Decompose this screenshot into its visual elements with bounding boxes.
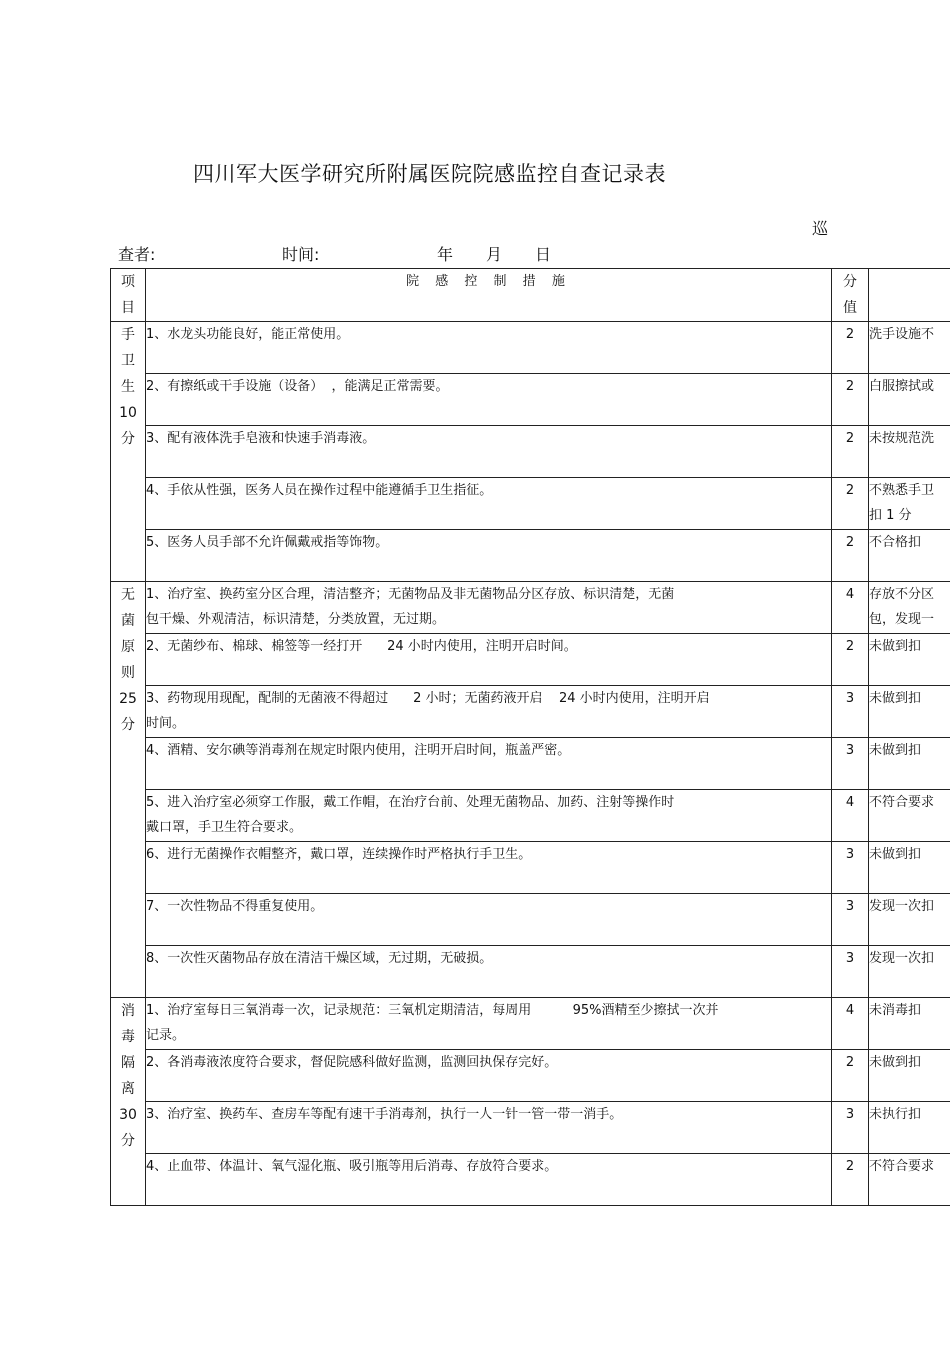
- measure-cell: [146, 998, 832, 1050]
- measure-text: 3、治疗室、换药车、查房车等配有速干手消毒剂，执行一人一针一管一带一消手。: [146, 1107, 623, 1122]
- checker-label: 查者:: [118, 245, 156, 264]
- measure-text: 2、各消毒液浓度符合要求，督促院感科做好监测，监测回执保存完好。: [146, 1055, 558, 1070]
- section-label-char: 10: [119, 405, 137, 421]
- measure-text: 2、无菌纱布、棉球、棉签等一经打开 24 小时内使用，注明开启时间。: [146, 639, 577, 654]
- deduction-cell: [869, 582, 950, 634]
- section-label-char: 毒: [121, 1029, 135, 1045]
- header-item-char: 项: [121, 274, 135, 290]
- deduction-cell: [869, 374, 950, 426]
- deduction-text: 不符合要求: [869, 795, 935, 810]
- table-row: [111, 946, 950, 998]
- section-label-char: 分: [121, 1133, 135, 1149]
- section-label-cell: [111, 998, 146, 1206]
- measure-text-continued: 记录。: [146, 1028, 186, 1043]
- section-label-char: 消: [121, 1003, 135, 1019]
- table-row: [111, 426, 950, 478]
- score-cell: 2: [832, 374, 869, 426]
- deduction-text: 不熟悉手卫: [869, 483, 935, 498]
- deduction-cell: [869, 738, 950, 790]
- deduction-text: 未做到扣: [869, 743, 922, 758]
- table-row: [111, 582, 950, 634]
- deduction-text: 未做到扣: [869, 639, 922, 654]
- measure-text: 4、酒精、安尔碘等消毒剂在规定时限内使用，注明开启时间，瓶盖严密。: [146, 743, 571, 758]
- deduction-cell: [869, 1154, 950, 1206]
- score-cell: 2: [832, 1050, 869, 1102]
- section-label-char: 离: [121, 1081, 135, 1097]
- deduction-cell: [869, 686, 950, 738]
- score-cell: 2: [832, 478, 869, 530]
- deduction-text-continued: 扣 1 分: [869, 508, 912, 523]
- deduction-text-continued: 包，发现一: [869, 612, 935, 627]
- measure-text: 7、一次性物品不得重复使用。: [146, 899, 324, 914]
- xun-label: 巡: [812, 219, 829, 238]
- measure-cell: [146, 582, 832, 634]
- table-row: [111, 1154, 950, 1206]
- section-label-char: 25: [119, 691, 137, 707]
- deduction-cell: [869, 790, 950, 842]
- deduction-text: 未按规范洗: [869, 431, 935, 446]
- inspection-table: [110, 268, 950, 1206]
- deduction-text: 未消毒扣: [869, 1003, 922, 1018]
- deduction-text: 白服擦拭或: [869, 379, 935, 394]
- score-cell: 4: [832, 998, 869, 1050]
- deduction-text: 发现一次扣: [869, 951, 935, 966]
- measure-text-continued: 时间。: [146, 716, 186, 731]
- measure-cell: [146, 842, 832, 894]
- measure-text: 3、药物现用现配，配制的无菌液不得超过 2 小时；无菌药液开启 24 小时内使用，注明开启: [146, 691, 710, 706]
- month-label: 月: [486, 245, 503, 264]
- deduction-text: 未做到扣: [869, 847, 922, 862]
- measure-cell: [146, 530, 832, 582]
- measure-text: 3、配有液体洗手皂液和快速手消毒液。: [146, 431, 376, 446]
- measure-cell: [146, 426, 832, 478]
- measure-text-continued: 包干燥、外观清洁，标识清楚，分类放置，无过期。: [146, 612, 446, 627]
- table-row: [111, 738, 950, 790]
- measure-cell: [146, 790, 832, 842]
- measure-text: 2、有擦纸或干手设施（设备） ，能满足正常需要。: [146, 379, 449, 394]
- deduction-cell: [869, 998, 950, 1050]
- deduction-text: 存放不分区: [869, 587, 935, 602]
- table-header-row: [111, 269, 950, 322]
- section-label-char: 30: [119, 1107, 137, 1123]
- deduction-cell: [869, 530, 950, 582]
- deduction-text: 洗手设施不: [869, 327, 935, 342]
- section-label-cell: [111, 582, 146, 998]
- measure-cell: [146, 478, 832, 530]
- header-item-char: 目: [121, 300, 135, 316]
- header-deduction-cell: [869, 269, 950, 322]
- section-label-char: 隔: [121, 1055, 135, 1071]
- deduction-cell: [869, 894, 950, 946]
- table-row: [111, 1102, 950, 1154]
- measure-text: 8、一次性灭菌物品存放在清洁干燥区域，无过期，无破损。: [146, 951, 493, 966]
- deduction-cell: [869, 322, 950, 374]
- section-label-char: 分: [121, 431, 135, 447]
- section-label-char: 无: [121, 587, 135, 603]
- score-cell: 3: [832, 894, 869, 946]
- table-row: [111, 842, 950, 894]
- measure-cell: [146, 1050, 832, 1102]
- measure-text: 6、进行无菌操作衣帽整齐，戴口罩，连续操作时严格执行手卫生。: [146, 847, 532, 862]
- header-score-char: 值: [843, 300, 857, 316]
- measure-cell: [146, 374, 832, 426]
- section-label-char: 生: [121, 379, 135, 395]
- measure-cell: [146, 894, 832, 946]
- score-cell: 3: [832, 1102, 869, 1154]
- measure-text: 1、治疗室每日三氧消毒一次，记录规范：三氧机定期清洁，每周用 95%酒精至少擦拭一次并: [146, 1003, 719, 1018]
- section-label-char: 原: [121, 639, 135, 655]
- table-row: [111, 686, 950, 738]
- table-row: [111, 1050, 950, 1102]
- table-row: [111, 530, 950, 582]
- deduction-text: 不符合要求: [869, 1159, 935, 1174]
- table-row: [111, 322, 950, 374]
- section-label-char: 手: [121, 327, 135, 343]
- measure-text: 4、止血带、体温计、氧气湿化瓶、吸引瓶等用后消毒、存放符合要求。: [146, 1159, 558, 1174]
- time-label: 时间:: [282, 245, 320, 264]
- day-label: 日: [535, 245, 552, 264]
- deduction-text: 发现一次扣: [869, 899, 935, 914]
- header-measures-cell: 院 感 控 制 措 施: [146, 269, 832, 322]
- table-row: [111, 790, 950, 842]
- score-cell: 3: [832, 842, 869, 894]
- table-row: [111, 374, 950, 426]
- measure-text: 1、水龙头功能良好，能正常使用。: [146, 327, 350, 342]
- score-cell: 2: [832, 322, 869, 374]
- deduction-text: 未做到扣: [869, 1055, 922, 1070]
- table-row: [111, 478, 950, 530]
- measure-cell: [146, 1102, 832, 1154]
- score-cell: 2: [832, 530, 869, 582]
- score-cell: 2: [832, 1154, 869, 1206]
- measure-cell: [146, 1154, 832, 1206]
- section-label-char: 卫: [121, 353, 135, 369]
- page-title: 四川军大医学研究所附属医院院感监控自查记录表: [193, 162, 666, 186]
- deduction-text: 未执行扣: [869, 1107, 922, 1122]
- measure-cell: [146, 946, 832, 998]
- measure-text: 5、医务人员手部不允许佩戴戒指等饰物。: [146, 535, 389, 550]
- section-label-char: 分: [121, 717, 135, 733]
- measure-text: 4、手依从性强，医务人员在操作过程中能遵循手卫生指征。: [146, 483, 493, 498]
- score-cell: 3: [832, 738, 869, 790]
- score-cell: 4: [832, 582, 869, 634]
- deduction-cell: [869, 634, 950, 686]
- header-score-char: 分: [843, 274, 857, 290]
- table-row: [111, 894, 950, 946]
- measure-text: 1、治疗室、换药室分区合理，清洁整齐；无菌物品及非无菌物品分区存放、标识清楚，无菌: [146, 587, 675, 602]
- score-cell: 4: [832, 790, 869, 842]
- year-label: 年: [437, 245, 454, 264]
- header-score-cell: [832, 269, 869, 322]
- measure-cell: [146, 686, 832, 738]
- header-item-cell: [111, 269, 146, 322]
- section-label-char: 菌: [121, 613, 135, 629]
- deduction-cell: [869, 1102, 950, 1154]
- table-row: [111, 634, 950, 686]
- deduction-text: 不合格扣: [869, 535, 922, 550]
- deduction-cell: [869, 426, 950, 478]
- section-label-cell: [111, 322, 146, 582]
- section-label-char: 则: [121, 665, 135, 681]
- measure-text-continued: 戴口罩，手卫生符合要求。: [146, 820, 303, 835]
- measure-text: 5、进入治疗室必须穿工作服，戴工作帽，在治疗台前、处理无菌物品、加药、注射等操作时: [146, 795, 675, 810]
- measure-cell: [146, 738, 832, 790]
- score-cell: 3: [832, 946, 869, 998]
- score-cell: 3: [832, 686, 869, 738]
- table-row: [111, 998, 950, 1050]
- deduction-cell: [869, 1050, 950, 1102]
- score-cell: 2: [832, 426, 869, 478]
- deduction-text: 未做到扣: [869, 691, 922, 706]
- deduction-cell: [869, 946, 950, 998]
- deduction-cell: [869, 842, 950, 894]
- measure-cell: [146, 634, 832, 686]
- deduction-cell: [869, 478, 950, 530]
- measure-cell: [146, 322, 832, 374]
- score-cell: 2: [832, 634, 869, 686]
